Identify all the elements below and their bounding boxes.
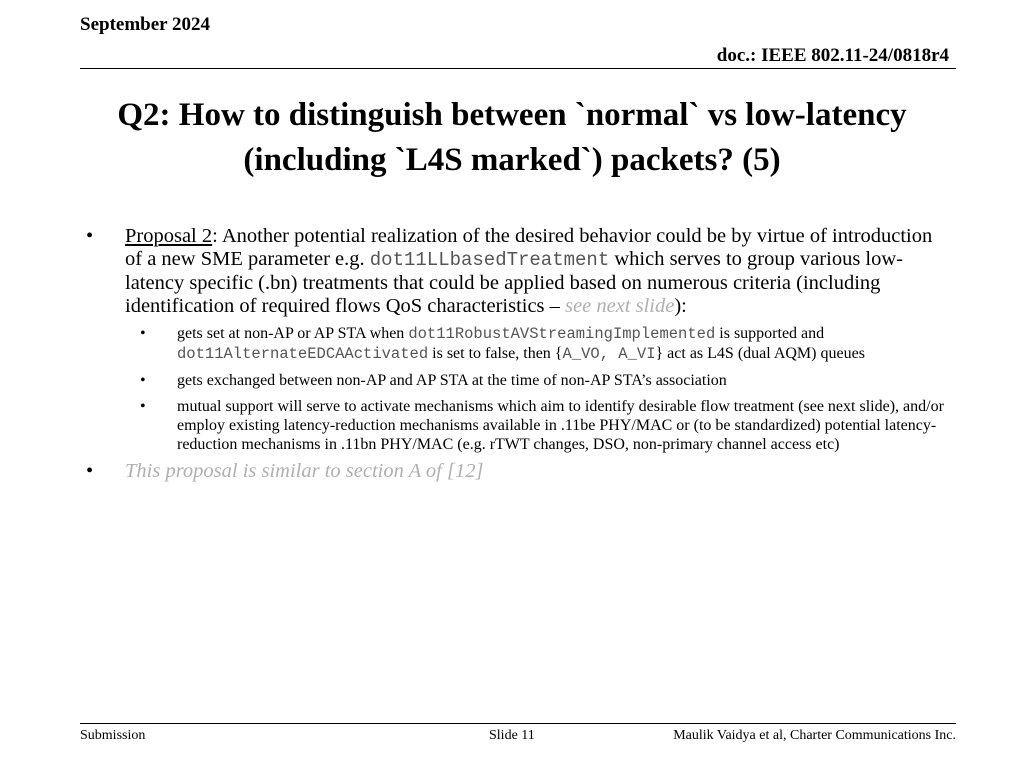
- footer-slide-number: Slide 11: [489, 728, 535, 743]
- sub1-text-3: is set to false, then {: [428, 345, 563, 362]
- sub-bullet-mutual-support: [86, 397, 944, 454]
- proposal-text-c: ):: [674, 295, 687, 317]
- sub1-code-3: A_VO, A_VI: [562, 345, 656, 363]
- footer-submission: Submission: [80, 728, 146, 743]
- header-date: September 2024: [80, 14, 210, 35]
- footer-rule: [80, 723, 956, 724]
- bullet-icon: •: [86, 225, 94, 247]
- sub1-code-2: dot11AlternateEDCAActivated: [177, 345, 429, 363]
- sub1-code-1: dot11RobustAVStreamingImplemented: [408, 325, 716, 343]
- sub2-text: gets exchanged between non-AP and AP STA at the time of non-AP STA’s association: [177, 372, 727, 389]
- sub-bullet-icon: •: [140, 372, 146, 389]
- sub3-text: mutual support will serve to activate mechanisms which aim to identify desirable flow treatment (see next slide), and/or employ existing latency-reduction mechanisms available in .11be PHY/MAC or (to be standardized) potential latency-reduction mechanisms in .11bn PHY/MAC (e.g. rTWT changes, DSO, non-primary channel access etc): [177, 398, 944, 453]
- sub1-text-4: } act as L4S (dual AQM) queues: [655, 345, 865, 362]
- proposal-text-a: : Another potential realization of the desired behavior could be by virtue of introduction of a new SME parameter e.g.: [125, 225, 933, 270]
- bullet-icon: •: [86, 460, 94, 482]
- sub-bullet-icon: •: [140, 325, 146, 342]
- slide-body: [86, 225, 944, 483]
- sub-bullet-set: [86, 324, 944, 364]
- sub1-text-2: is supported and: [715, 325, 825, 342]
- slide-title: Q2: How to distinguish between `normal` vs low-latency (including `L4S marked`) packets? (5): [117, 97, 907, 178]
- proposal-label: Proposal 2: [125, 225, 213, 247]
- sub-bullet-icon: •: [140, 398, 146, 415]
- bullet2-text: This proposal is similar to section A of [12]: [125, 460, 484, 482]
- sub1-text-1: gets set at non-AP or AP STA when: [177, 325, 409, 342]
- footer-author: Maulik Vaidya et al, Charter Communications Inc.: [673, 728, 956, 743]
- proposal-text-b: which serves to group various low-latency specific (.bn) treatments that could be applied based on numerous criteria (including identification of required flows QoS characteristics –: [125, 248, 904, 317]
- proposal-code: dot11LLbasedTreatment: [369, 249, 610, 271]
- sub-bullet-exchanged: [86, 371, 944, 390]
- bullet-proposal-2: [86, 225, 944, 318]
- bullet-similar-section: [86, 460, 944, 483]
- header-doc-id: doc.: IEEE 802.11-24/0818r4: [716, 45, 949, 66]
- see-next-slide-link[interactable]: see next slide: [565, 295, 675, 317]
- header-rule: [80, 68, 956, 69]
